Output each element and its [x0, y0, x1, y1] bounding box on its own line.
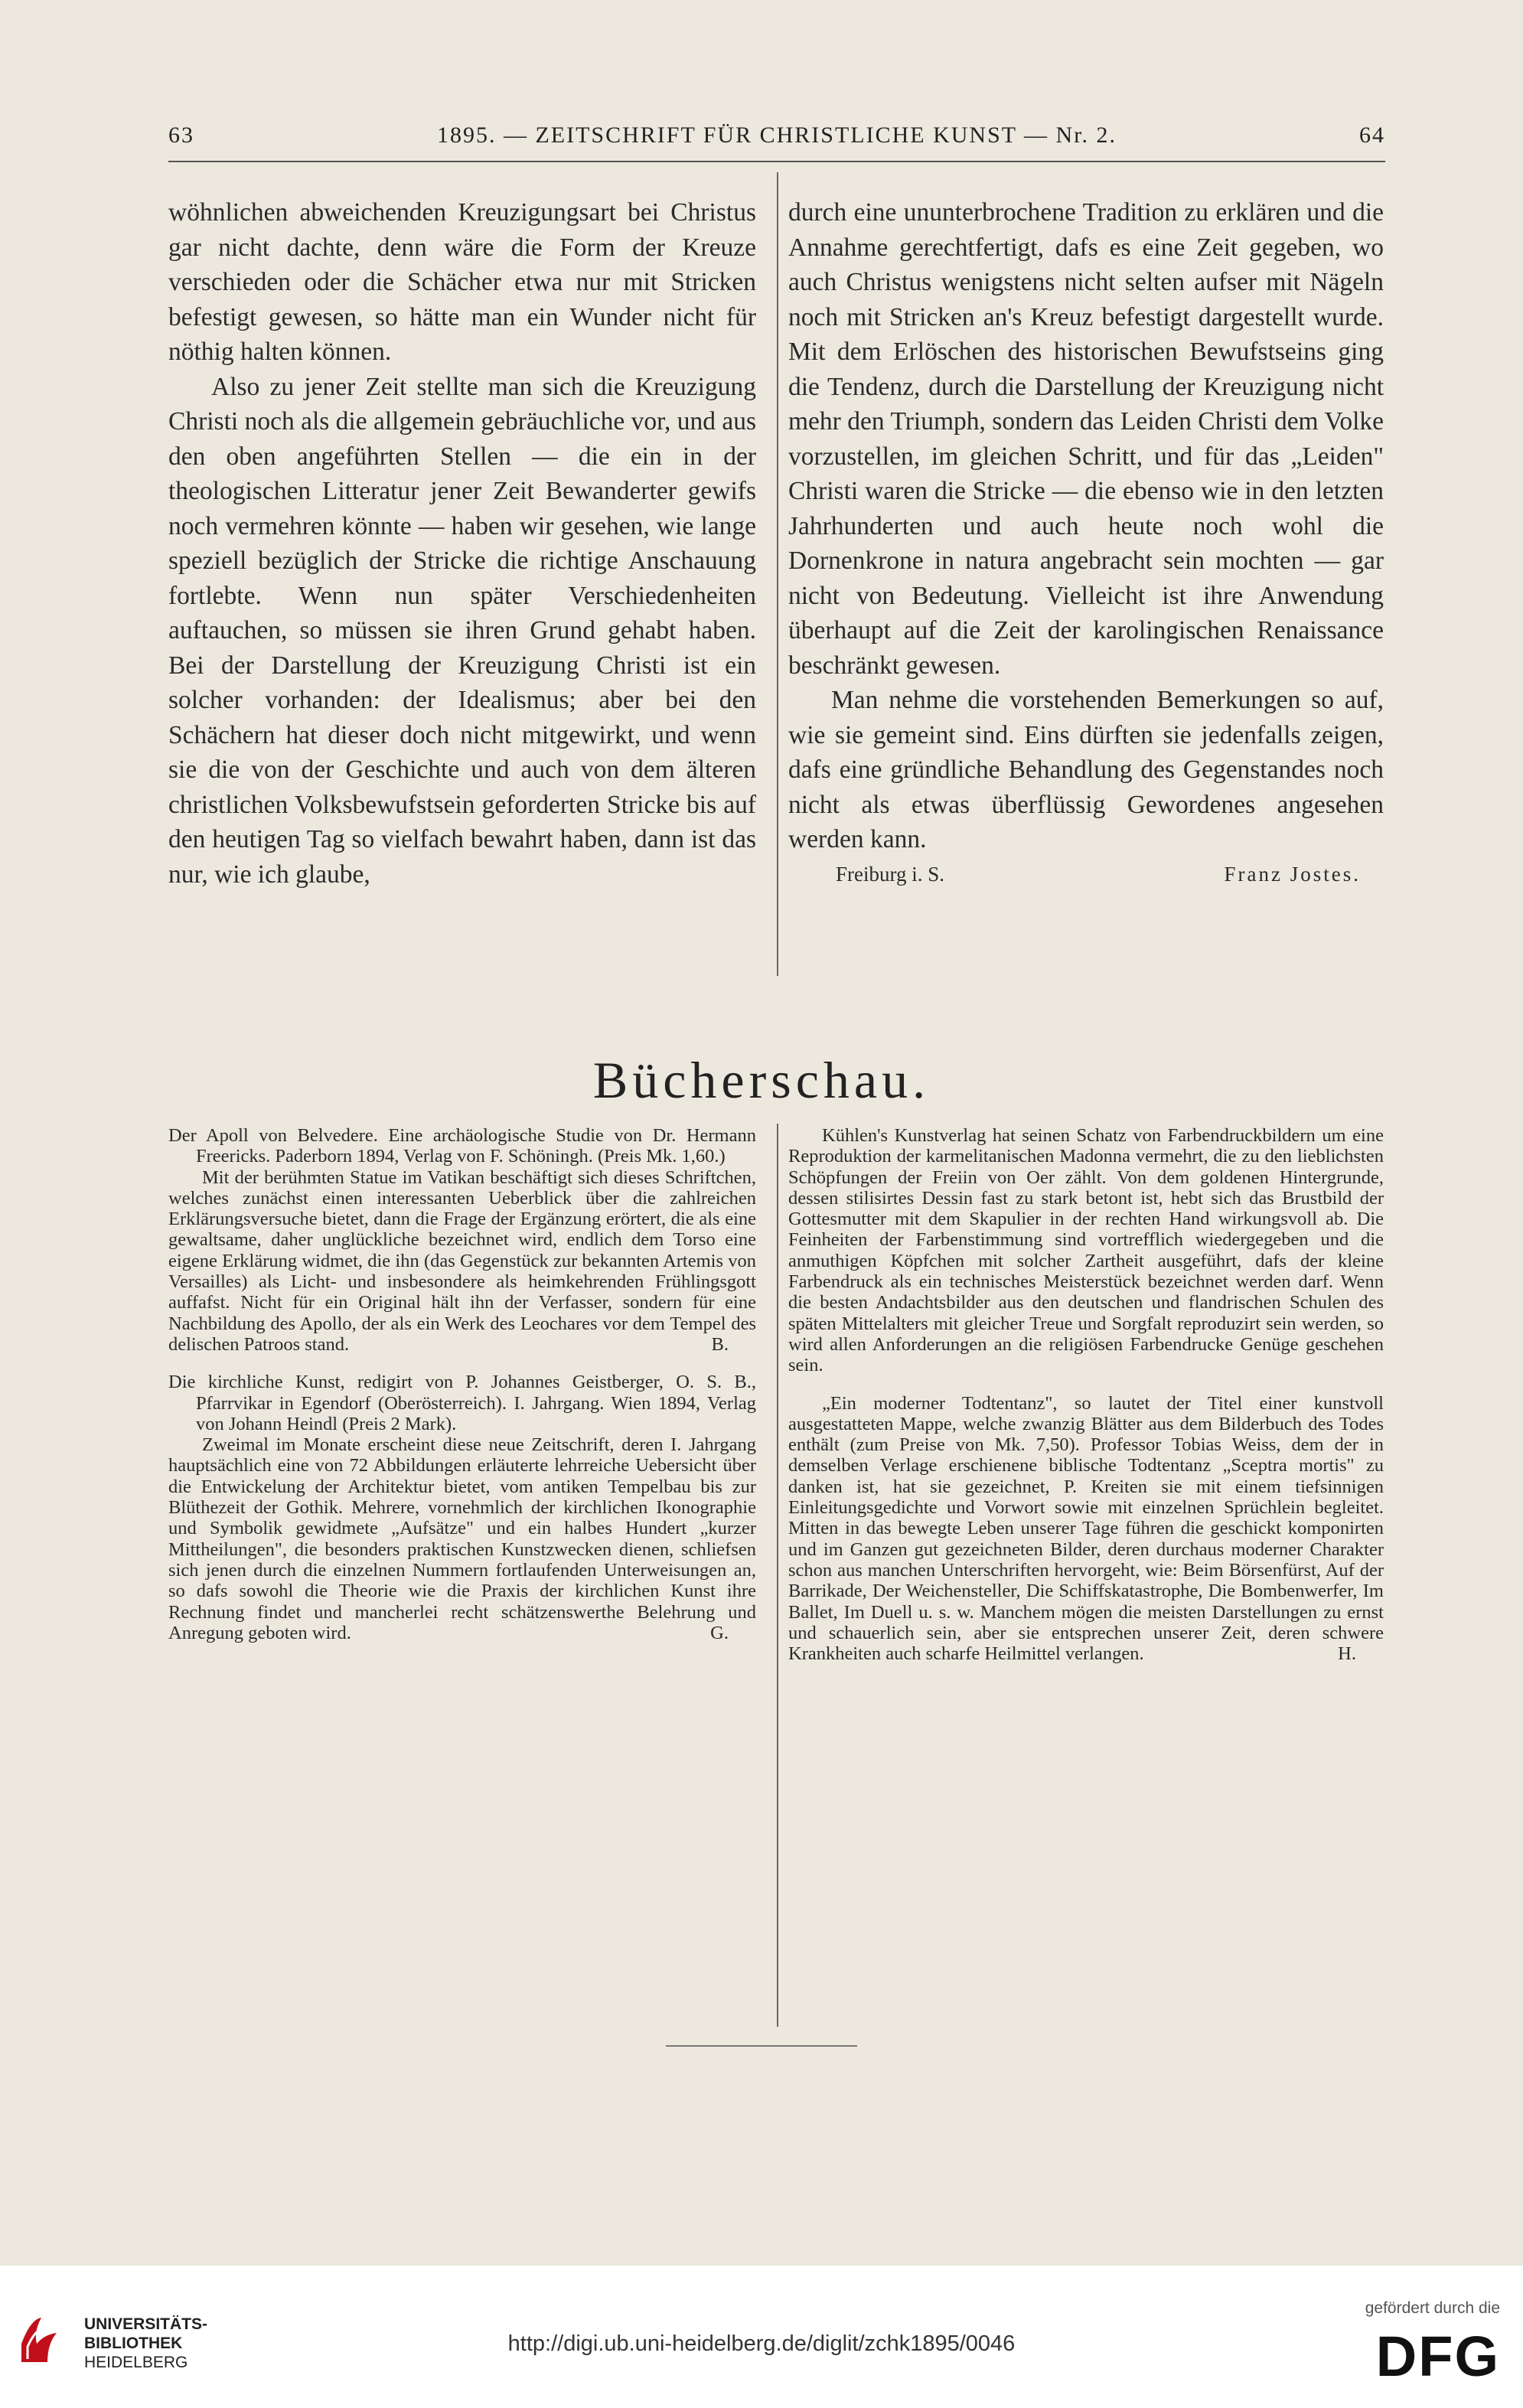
source-url-link[interactable]: http://digi.ub.uni-heidelberg.de/diglit/zchk1895/0046 [507, 2331, 1016, 2356]
review-signoff: G. [710, 1622, 729, 1643]
review-body: Zweimal im Monate erscheint diese neue Zeitschrift, deren I. Jahrgang hauptsächlich eine von 72 Abbildungen erläuterte lehrreiche Uebersicht über die Entwickelung der Architektur bietet, vom antiken Tempelbau bis zur Blüthezeit der Gothik. Mehrere, vornehmlich der kirchlichen Ikonographie und Symbolik gewidmete „Aufsätze" und ein halbes Hundert „kurzer Mittheilungen", die besonders praktischen Kunstzwecken dienen, schliefsen sich jenen durch die einzelnen Nummern fortlaufenden Unterweisungen an, so dafs sowohl die Theorie wie die Praxis der kirchlichen Kunst ihre Rechnung findet und mancherlei recht schätzenswerthe Belehrung und Anregung geboten wird. G. [168, 1434, 756, 1643]
reviews-left-column [168, 1125, 756, 1643]
reviews-right-column [788, 1125, 1384, 1664]
article-paragraph: Man nehme die vorstehenden Bemerkungen so auf, wie sie gemeint sind. Eins dürften sie jedenfalls zeigen, dafs eine gründliche Behandlung des Gegenstandes noch nicht als etwas überflüssig Gewordenes angesehen werden kann. [788, 686, 1384, 853]
article-paragraph: wöhnlichen abweichenden Kreuzigungsart bei Christus gar nicht dachte, denn wäre die Form der Kreuze verschieden oder die Schächer etwa nur mit Stricken befestigt gewesen, so hätte man ein Wunder nicht für nöthig halten können. [168, 198, 756, 366]
dfg-logo-icon: DFG [1375, 2325, 1500, 2388]
article-right-column [788, 195, 1384, 892]
review-signoff: H. [1338, 1643, 1356, 1665]
article-left-column [168, 195, 756, 892]
section-title: Bücherschau. [592, 1051, 931, 1109]
review-body: „Ein moderner Todtentanz", so lautet der Titel einer kunstvoll ausgestatteten Mappe, welche zwanzig Blätter aus dem Bilderbuch des Todes enthält (zum Preise von Mk. 7,50). Professor Tobias Weiss, dem der in demselben Verlage erschienene biblische Todtentanz „Sceptra mortis" zu danken ist, hat sie gezeichnet, P. Kreiten sie mit einem tiefsinnigen Einleitungsgedichte und Vorwort sowie mit einzelnen Sprüchlein begleitet. Mitten in das bewegte Leben unserer Tage führen die geschickt komponirten und im Ganzen gut gezeichneten Bilder, deren durchaus moderner Charakter schon aus manchen Unterschriften hervorgeht, wie: Beim Börsenfürst, Auf der Barrikade, Der Weichensteller, Die Schiffskatastrophe, Die Bombenwerfer, Im Ballet, Im Duell u. s. w. Manchem mögen die meisten Darstellungen zu ernst und schauerlich sein, aber sie entsprechen unserer Zeit, deren schwere Krankheiten auch scharfe Heilmittel verlangen. H. [788, 1392, 1384, 1665]
article-signature [788, 857, 1384, 892]
header-rule [168, 161, 1385, 162]
signature-place: Freiburg i. S. [836, 862, 945, 886]
footer-bar [0, 2266, 1523, 2408]
column-divider-bottom [777, 1124, 778, 2027]
article-paragraph: Also zu jener Zeit stellte man sich die Kreuzigung Christi noch als die allgemein gebräuchliche vor, und aus den oben angeführten Stellen — die ein in der theologischen Litteratur jener Zeit Bewanderter gewifs noch vermehren könnte — haben wir gesehen, wie lange speziell bezüglich der Stricke die richtige Anschauung fortlebte. Wenn nun später Verschiedenheiten auftauchen, so müssen sie ihren Grund gehabt haben. Bei der Darstellung der Kreuzigung Christi ist ein solcher vorhanden: der Idealismus; aber bei den Schächern hat dieser doch nicht mitgewirkt, und wenn sie die von der Geschichte und auch von dem älteren christlichen Volksbewufstsein geforderten Stricke bis auf den heutigen Tag so vielfach bewahrt haben, dann ist das nur, wie ich glaube, [168, 372, 757, 889]
journal-title: 1895. — ZEITSCHRIFT FÜR CHRISTLICHE KUNST — Nr. 2. [436, 122, 1117, 148]
column-divider-top [777, 172, 778, 976]
article-paragraph: durch eine ununterbrochene Tradition zu erklären und die Annahme gerechtfertigt, dafs es eine Zeit gegeben, wo auch Christus wenigstens nicht selten aufser mit Nägeln noch mit Stricken an's Kreuz befestigt dargestellt wurde. Mit dem Erlöschen des historischen Bewufstseins ging die Tendenz, durch die Darstellung der Kreuzigung nicht mehr den Triumph, sondern das Leiden Christi dem Volke vorzustellen, im gleichen Schritt, und für das „Leiden" Christi waren die Stricke — die ebenso wie in den letzten Jahrhunderten und auch heute noch wohl die Dornenkrone in natura angebracht sein mochten — gar nicht von Bedeutung. Vielleicht ist ihre Anwendung überhaupt auf die Zeit der karolingischen Renaissance beschränkt gewesen. [788, 198, 1384, 680]
page-number-right: 64 [1359, 122, 1385, 148]
review-heading: Die kirchliche Kunst, redigirt von P. Johannes Geistberger, O. S. B., Pfarrvikar in Egendorf (Oberösterreich). I. Jahrgang. Wien 1894, Verlag von Johann Heindl (Preis 2 Mark). [168, 1372, 756, 1434]
running-header [168, 122, 1385, 153]
page-number-left: 63 [168, 122, 194, 148]
review-body: Mit der berühmten Statue im Vatikan beschäftigt sich dieses Schriftchen, welches zunächst einen interessanten Ueberblick über die zahlreichen Erklärungsversuche bietet, dann die Frage der Ergänzung erörtert, die als eine gewaltsame, daher unglückliche bezeichnet wird, endlich dem Torso eine eigene Erklärung widmet, die ihn (das Gegenstück zur bekannten Artemis von Versailles) als Licht- und insbesondere als heimkehrenden Frühlingsgott auffafst. Nicht für ein Original hält ihn der Verfasser, sondern für eine Nachbildung des Apollo, der als ein Werk des Leochares vor dem Tempel des delischen Patroos stand. B. [168, 1166, 756, 1355]
review-body: Kühlen's Kunstverlag hat seinen Schatz von Farbendruckbildern um eine Reproduktion der karmelitanischen Madonna vermehrt, die zu den lieblichsten Schöpfungen der Freiin von Oer zählt. Von dem goldenen Hintergrunde, dessen stilisirtes Dessin fast zu stark betont ist, hebt sich das Brustbild der Gottesmutter mit dem Skapulier in der rechten Hand wirkungsvoll ab. Die Feinheiten der Farbenstimmung sind vortrefflich wiedergegeben und die anmuthigen Köpfchen mit solcher Zartheit ausgeführt, dafs der kleine Farbendruck als ein technisches Meisterstück bezeichnet werden darf. Wenn die besten Andachtsbilder aus den deutschen und flandrischen Schulen des späten Mittelalters mit gleicher Treue und Sorgfalt reproduzirt sein werden, so wird allen Anforderungen an die religiösen Farbendrucke Genüge geschehen sein. [788, 1125, 1384, 1376]
funder-caption: gefördert durch die [1365, 2299, 1500, 2317]
review-heading: Der Apoll von Belvedere. Eine archäologische Studie von Dr. Hermann Freericks. Paderborn 1894, Verlag von F. Schöningh. (Preis Mk. 1,60.) [168, 1125, 756, 1167]
university-library-name: UNIVERSITÄTS- BIBLIOTHEK HEIDELBERG [84, 2315, 208, 2371]
review-signoff: B. [711, 1333, 729, 1355]
signature-author: Franz Jostes. [1224, 862, 1361, 886]
end-rule [666, 2045, 857, 2047]
